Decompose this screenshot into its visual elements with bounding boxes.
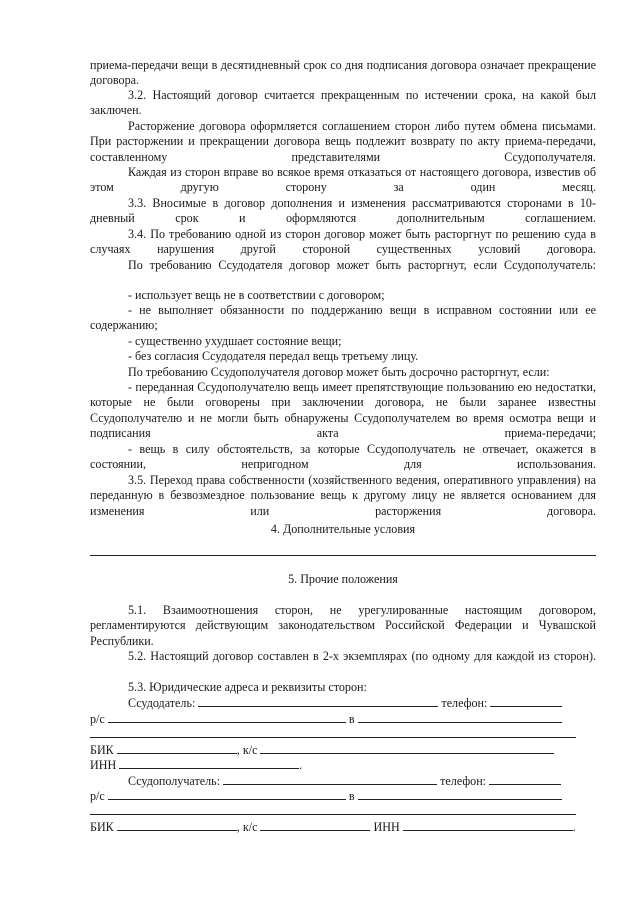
bullet-misuse: - использует вещь не в соответствии с договором; [128,288,385,302]
borrower-phone-field[interactable] [489,773,561,785]
lender-row [90,695,634,711]
lender-bank-in-label: в [348,712,355,726]
section-divider [90,555,596,556]
lender-label: Ссудодатель: [128,696,196,710]
lender-inn-label: ИНН [90,758,117,772]
lender-inn-field[interactable] [119,757,299,769]
lender-bank-continuation-field[interactable] [90,726,576,738]
lender-bik-row [90,742,596,758]
lender-name-field[interactable] [198,695,438,707]
paragraph-refusal: Каждая из сторон вправе во всякое время отказаться от настоящего договора, известив об этом другую сторону за один месяц. [90,165,596,195]
bullet-transfer: - без согласия Ссудодателя передал вещь третьему лицу. [128,349,419,363]
borrower-bik-label: БИК [90,820,114,834]
paragraph-3-3: 3.3. Вносимые в договор дополнения и изменения рассматриваются сторонами в 10-дневный срок и оформляются дополнительным соглашением. [90,196,596,226]
borrower-bank-line [90,803,596,819]
bullet-maintenance: - не выполняет обязанности по поддержанию вещи в исправном состоянии или ее содержанию; [90,303,596,333]
lender-bank-line [90,726,596,742]
borrower-bank-in-label: в [348,789,355,803]
lender-bik-label: БИК [90,743,114,757]
lender-bik-field[interactable] [117,742,237,754]
borrower-ks-field[interactable] [260,819,370,831]
borrower-account-label: р/с [90,789,105,803]
lender-phone-label: телефон: [441,696,488,710]
paragraph-borrower-demand: По требованию Ссудополучателя договор может быть досрочно расторгнут, если: [128,365,550,379]
lender-account-label: р/с [90,712,105,726]
paragraph-3-4: 3.4. По требованию одной из сторон договор может быть расторгнут по решению суда в случаях нарушения другой стороной существенных условий договора. [90,227,596,257]
lender-account-row [90,711,596,727]
borrower-row [90,773,634,789]
borrower-ks-label: , к/с [236,820,258,834]
paragraph-3-2: 3.2. Настоящий договор считается прекращенным по истечении срока, на какой был заключен. [90,88,596,118]
section-5-heading: 5. Прочие положения [288,572,398,586]
lender-inn-dot: . [299,758,303,772]
borrower-inn-dot: . [572,820,576,834]
borrower-label: Ссудополучатель: [128,774,221,788]
bullet-defects: - переданная Ссудополучателю вещь имеет препятствующие пользованию ею недостатки, которые не были оговорены при заключении договора, не были заранее известны Ссудополучателю и не могли быть обнаружены Ссудополучателем во время осмотра вещи и подписания акта приема-передачи; [90,380,596,441]
borrower-account-field[interactable] [108,788,346,800]
borrower-name-field[interactable] [223,773,437,785]
borrower-phone-label: телефон: [440,774,487,788]
bullet-unusable: - вещь в силу обстоятельств, за которые Ссудополучатель не отвечает, окажется в состоянии, непригодном для использования. [90,442,596,472]
lender-ks-label: , к/с [236,743,258,757]
borrower-bik-field[interactable] [117,819,237,831]
paragraph-termination: Расторжение договора оформляется соглашением сторон либо путем обмена письмами. При расторжении и прекращении договора вещь подлежит возврату по акту приема-передачи, составленному представителями Ссудополучателя. [90,119,596,164]
lender-inn-row [90,757,596,773]
lender-bank-field[interactable] [358,711,562,723]
paragraph-3-5: 3.5. Переход права собственности (хозяйственного ведения, оперативного управления) на переданную в безвозмездное пользование вещь к другому лицу не является основанием для изменения или расторжения договора. [90,473,596,518]
lender-phone-field[interactable] [490,695,562,707]
borrower-bank-field[interactable] [358,788,562,800]
lender-ks-field[interactable] [260,742,554,754]
borrower-bank-continuation-field[interactable] [90,803,576,815]
paragraph-3-1-end: приема-передачи вещи в десятидневный срок со дня подписания договора означает прекращение договора. [90,58,596,88]
paragraph-5-1: 5.1. Взаимоотношения сторон, не урегулированные настоящим договором, регламентируются действующим законодательством Российской Федерации и Чувашской Республики. [90,603,596,648]
paragraph-lender-demand: По требованию Ссудодателя договор может быть расторгнут, если Ссудополучатель: [128,258,596,272]
borrower-account-row [90,788,596,804]
borrower-inn-field[interactable] [403,819,573,831]
borrower-inn-label: ИНН [373,820,400,834]
lender-account-field[interactable] [108,711,346,723]
paragraph-5-3: 5.3. Юридические адреса и реквизиты сторон: [128,680,367,694]
bullet-deterioration: - существенно ухудшает состояние вещи; [128,334,342,348]
paragraph-5-2: 5.2. Настоящий договор составлен в 2-х экземплярах (по одному для каждой из сторон). [128,649,596,663]
section-4-heading: 4. Дополнительные условия [270,522,416,536]
borrower-bik-row [90,819,596,835]
